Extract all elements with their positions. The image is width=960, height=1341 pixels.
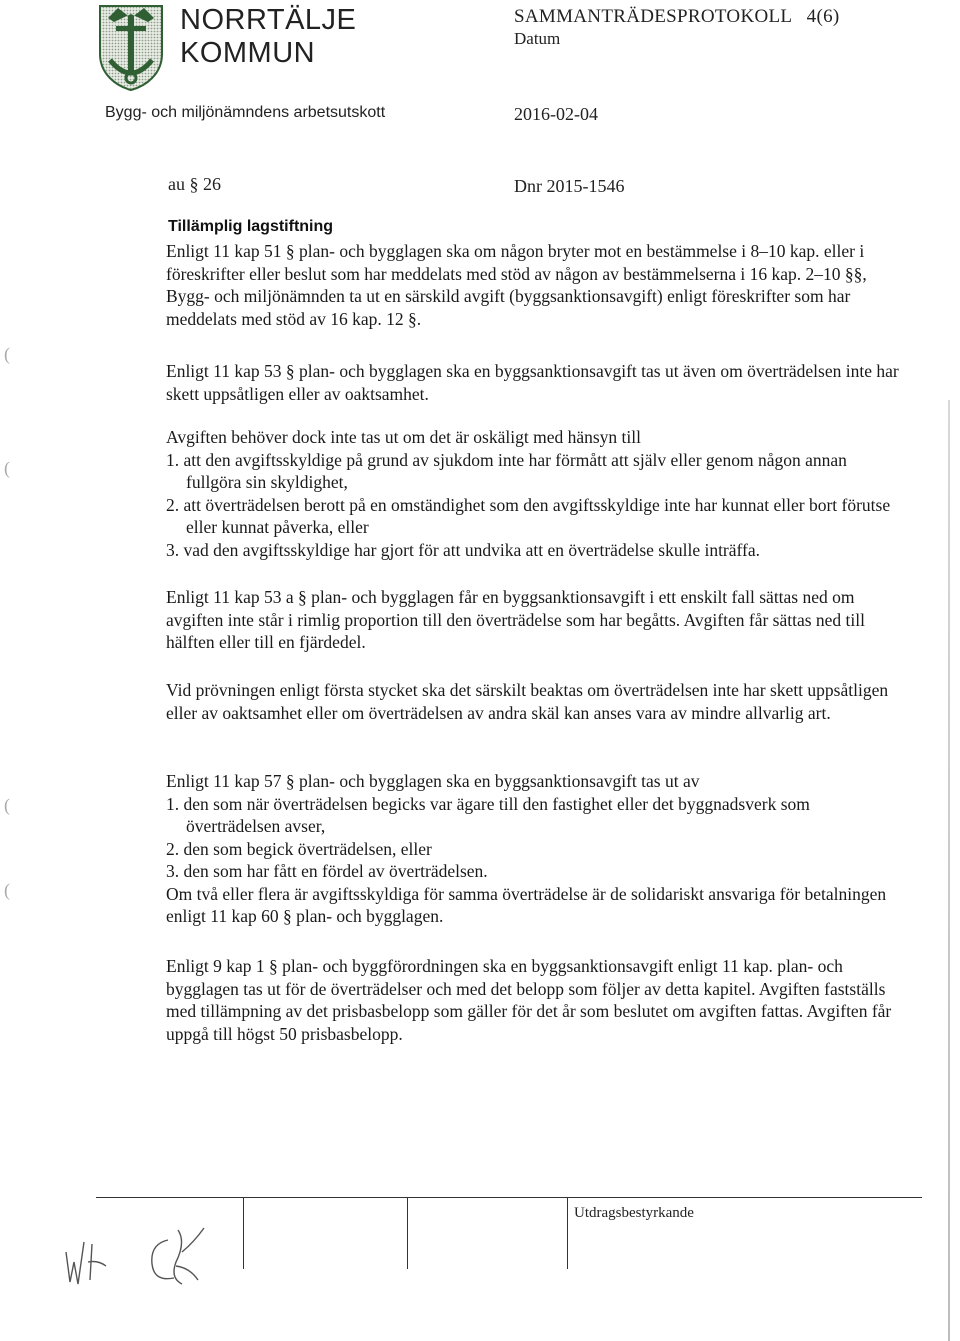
date-label: Datum — [514, 29, 561, 48]
list-item: 3. den som har fått en fördel av överträdelsen. — [166, 861, 488, 881]
extract-certifier-label: Utdragsbestyrkande — [574, 1205, 694, 1221]
paragraph-2 — [166, 360, 906, 405]
committee-name: Bygg- och miljönämndens arbetsutskott — [105, 104, 386, 121]
paragraph-4 — [166, 586, 906, 654]
margin-mark: ( — [4, 795, 10, 815]
paragraph-7 — [166, 955, 906, 1045]
signature-cell-divider — [567, 1197, 568, 1269]
paragraph-1 — [166, 240, 906, 330]
paragraph-3-intro: Avgiften behöver dock inte tas ut om det är oskäligt med hänsyn till — [166, 427, 641, 447]
paragraph-7-text: Enligt 9 kap 1 § plan- och byggförordningen ska en byggsanktionsavgift enligt 11 kap. plan- och bygglagen tas ut för de överträdelser och med det belopp som följer av detta kapitel. Avgiften fastställs med tillämpning av det prisbasbelopp som gäller för det år som beslutet om avgiften fattas. Avgiften får uppgå till högst 50 prisbasbelopp. — [166, 956, 892, 1044]
paragraph-3 — [166, 426, 906, 561]
municipality-name: NORRTÄLJE KOMMUN — [180, 4, 357, 69]
paragraph-5-text: Vid prövningen enligt första stycket ska det särskilt beaktas om överträdelsen inte har skett uppsåtligen eller av oaktsamhet eller om överträdelsen av andra skäl kan anses vara av mindre allvarlig art. — [166, 680, 889, 723]
paragraph-2-text: Enligt 11 kap 53 § plan- och bygglagen ska en byggsanktionsavgift tas ut även om överträdelsen inte har skett uppsåtligen eller av oaktsamhet. — [166, 361, 899, 404]
paragraph-4-text: Enligt 11 kap 53 a § plan- och bygglagen får en byggsanktionsavgift i ett enskilt fall sättas ned om avgiften inte står i rimlig proportion till den överträdelse som har begåtts. Avgiften får sättas ned till hälften eller till en fjärdedel. — [166, 587, 866, 652]
document-type: SAMMANTRÄDESPROTOKOLL — [514, 6, 792, 27]
document-title — [514, 6, 840, 28]
paragraph-6-intro: Enligt 11 kap 57 § plan- och bygglagen ska en byggsanktionsavgift tas ut av — [166, 771, 700, 791]
list-item: 2. att överträdelsen berott på en omständighet som den avgiftsskyldige inte har kunnat eller bort förutse eller kunnat påverka, eller — [166, 494, 891, 537]
signature-cell-divider — [243, 1197, 244, 1269]
paragraph-6 — [166, 770, 906, 928]
margin-mark: ( — [4, 458, 10, 478]
signature-cell-divider — [407, 1197, 408, 1269]
list-item: 3. vad den avgiftsskyldige har gjort för att undvika att en överträdelse skulle inträffa. — [166, 539, 761, 560]
margin-mark: ( — [4, 880, 10, 900]
handwritten-initials — [58, 1222, 218, 1292]
scan-edge-line — [948, 400, 950, 1341]
paragraph-1-text: Enligt 11 kap 51 § plan- och bygglagen ska om någon bryter mot en bestämmelse i 8–10 kap. eller i föreskrifter eller beslut som har meddelats med stöd av någon av bestämmelserna i 16 kap. 2–10 §§, Bygg- och miljönämnden ta ut en särskild avgift (byggsanktionsavgift) enligt föreskrifter som har meddelats med stöd av 16 kap. 12 §. — [166, 241, 867, 329]
municipal-coat-of-arms-icon — [96, 0, 166, 92]
list-item: 2. den som begick överträdelsen, eller — [166, 838, 432, 859]
margin-mark: ( — [4, 344, 10, 364]
paragraph-number: au § 26 — [168, 174, 221, 194]
page-number: 4(6) — [806, 6, 840, 27]
case-number: Dnr 2015-1546 — [514, 176, 625, 196]
list-item: 1. att den avgiftsskyldige på grund av sjukdom inte har förmått att själv eller genom någon annan fullgöra sin skyldighet, — [166, 449, 847, 492]
paragraph-5 — [166, 679, 906, 724]
section-heading: Tillämplig lagstiftning — [168, 218, 334, 235]
meeting-date: 2016-02-04 — [514, 104, 598, 124]
signature-table-rule — [96, 1197, 922, 1198]
paragraph-6-outro: Om två eller flera är avgiftsskyldiga för samma överträdelse är de solidariskt ansvariga för betalningen enligt 11 kap 60 § plan- och bygglagen. — [166, 883, 887, 926]
list-item: 1. den som när överträdelsen begicks var ägare till den fastighet eller det byggnadsverk som överträdelsen avser, — [166, 793, 810, 836]
